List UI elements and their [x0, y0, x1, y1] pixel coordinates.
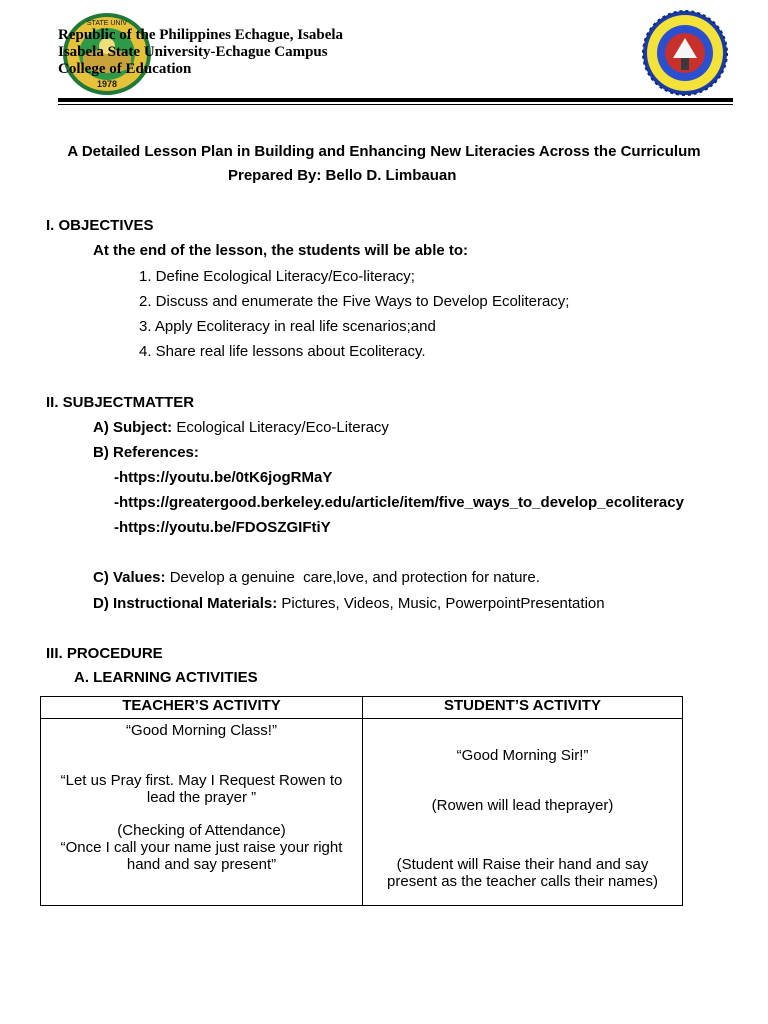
materials-value: Pictures, Videos, Music, PowerpointPresentation: [277, 595, 605, 612]
objectives-intro: At the end of the lesson, the students will be able to:: [93, 242, 469, 259]
student-activity-cell: (Student will Raise their hand and say present as the teacher calls their names): [387, 856, 658, 890]
table-divider: [362, 697, 363, 905]
header-rule: [58, 98, 733, 102]
reference-link[interactable]: -https://youtu.be/FDOSZGIFtiY: [114, 519, 331, 536]
activities-table: [40, 696, 683, 906]
header-university: Isabela State University-Echague Campus: [58, 44, 328, 60]
header-rule-thin: [58, 104, 733, 105]
values-label: C) Values:: [93, 569, 166, 586]
subject-matter-heading: II. SUBJECTMATTER: [46, 394, 195, 411]
subject-line: [93, 419, 389, 436]
student-activity-cell: “Good Morning Sir!”: [456, 747, 589, 764]
table-header-rule: [41, 718, 682, 719]
learning-activities-heading: A. LEARNING ACTIVITIES: [74, 669, 258, 686]
student-activity-cell: (Rowen will lead theprayer): [431, 797, 614, 814]
svg-text:1978: 1978: [96, 79, 118, 89]
student-activity-header: STUDENT’S ACTIVITY: [444, 697, 601, 714]
references-label: B) References:: [93, 444, 199, 461]
teacher-activity-cell: “Good Morning Class!”: [126, 722, 277, 739]
materials-label: D) Instructional Materials:: [93, 595, 278, 612]
procedure-heading: III. PROCEDURE: [46, 645, 163, 662]
materials-line: [93, 595, 605, 612]
reference-link[interactable]: -https://youtu.be/0tK6jogRMaY: [114, 469, 333, 486]
college-seal-icon: [638, 10, 732, 96]
values-value: Develop a genuine care,love, and protection for nature.: [165, 569, 540, 586]
subject-value: Ecological Literacy/Eco-Literacy: [172, 419, 389, 436]
teacher-activity-cell: “Once I call your name just raise your right hand and say present”: [60, 839, 343, 873]
objective-item: 2. Discuss and enumerate the Five Ways to Develop Ecoliteracy;: [139, 293, 570, 310]
svg-text:STATE UNIV: STATE UNIV: [86, 20, 128, 27]
teacher-activity-cell: “Let us Pray first. May I Request Rowen to lead the prayer ”: [60, 772, 343, 806]
document-title: A Detailed Lesson Plan in Building and Enhancing New Literacies Across the Curriculum: [67, 143, 701, 160]
reference-link[interactable]: -https://greatergood.berkeley.edu/article/item/five_ways_to_develop_ecoliteracy: [114, 494, 684, 511]
header-republic: Republic of the Philippines Echague, Isabela: [58, 27, 344, 43]
values-line: [93, 569, 540, 586]
objectives-heading: I. OBJECTIVES: [46, 217, 154, 234]
subject-label: A) Subject:: [93, 419, 173, 436]
prepared-by: Prepared By: Bello D. Limbauan: [228, 167, 457, 184]
header-college: College of Education: [58, 61, 192, 77]
objective-item: 4. Share real life lessons about Ecoliteracy.: [139, 343, 426, 360]
teacher-activity-header: TEACHER’S ACTIVITY: [122, 697, 281, 714]
objective-item: 3. Apply Ecoliteracy in real life scenarios;and: [139, 318, 436, 335]
teacher-activity-cell: (Checking of Attendance): [117, 822, 286, 839]
objective-item: 1. Define Ecological Literacy/Eco-literacy;: [139, 268, 415, 285]
